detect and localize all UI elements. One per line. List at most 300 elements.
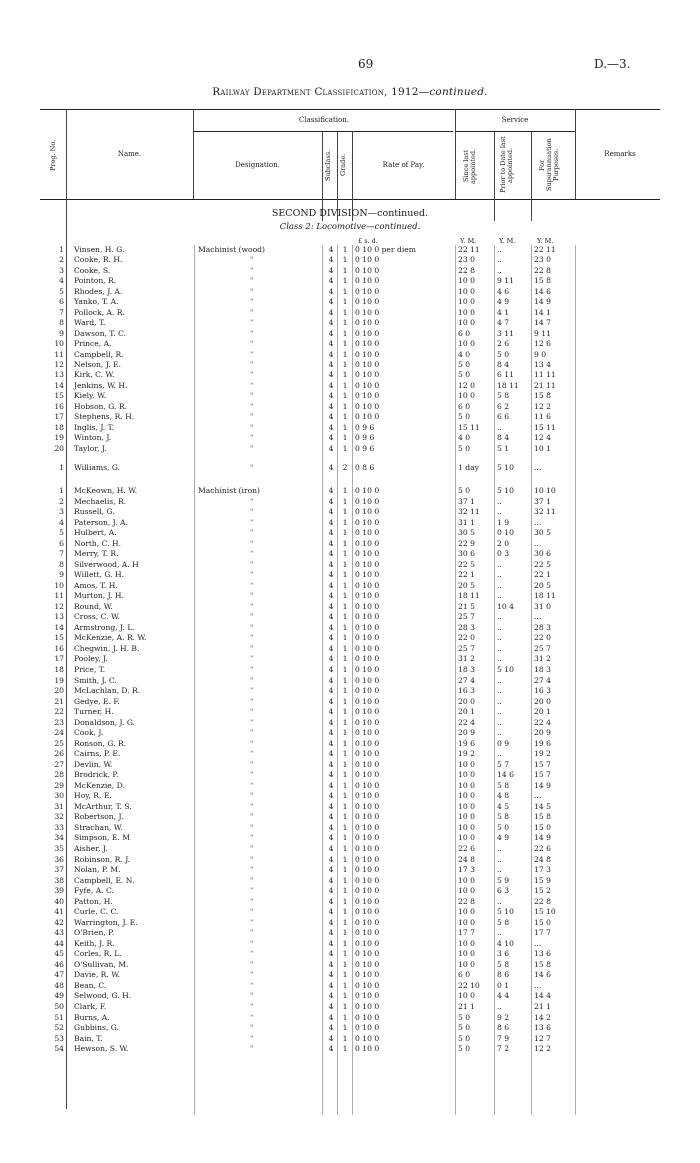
page-reference: D.—3. [594, 57, 631, 71]
table-row [0, 876, 700, 887]
cell-subclass: 4 [328, 339, 334, 349]
cell-grade: 1 [342, 422, 348, 432]
cell-prog-no: 40 [54, 896, 64, 906]
cell-name: Russell, G. [74, 507, 115, 517]
table-row [0, 760, 700, 771]
cell-rate-of-pay: 0 10 0 [355, 528, 380, 538]
cell-name: Clark, F. [74, 1001, 107, 1011]
cell-since-last: 10 0 [458, 297, 475, 307]
cell-superannuation: 14 9 [534, 780, 551, 790]
cell-rate-of-pay: 0 10 0 [355, 1033, 380, 1043]
cell-name: Yanko, T. A. [74, 297, 119, 307]
cell-prog-no: 11 [54, 349, 64, 359]
cell-name: Hewson, S. W. [74, 1044, 129, 1054]
cell-name: Curle, C. C. [74, 907, 119, 917]
table-row [0, 1013, 700, 1024]
cell-since-last: 4 0 [458, 433, 471, 443]
cell-since-last: 10 0 [458, 959, 475, 969]
cell-grade: 1 [342, 1044, 348, 1054]
cell-name: Devlin, W. [74, 759, 113, 769]
cell-grade: 1 [342, 896, 348, 906]
cell-since-last: 22 5 [458, 559, 475, 569]
cell-grade: 1 [342, 928, 348, 938]
cell-prior-to-date: .. [497, 633, 502, 643]
cell-prior-to-date: 0 10 [497, 528, 514, 538]
cell-rate-of-pay: 0 10 0 [355, 486, 380, 495]
table-row [0, 707, 700, 718]
cell-since-last: 31 1 [458, 517, 475, 527]
table-row [0, 318, 700, 329]
cell-prior-to-date: 9 2 [497, 1012, 510, 1022]
cell-prog-no: 49 [54, 991, 64, 1001]
cell-prog-no: 52 [54, 1023, 64, 1033]
cell-superannuation: 24 8 [534, 854, 551, 864]
cell-name: Stephens, R. H. [74, 412, 135, 422]
table-row [0, 939, 700, 950]
cell-rate-of-pay: 0 10 0 [355, 401, 380, 411]
cell-grade: 1 [342, 580, 348, 590]
table-row [0, 928, 700, 939]
cell-subclass: 4 [328, 728, 334, 738]
cell-subclass: 4 [328, 949, 334, 959]
table-row [0, 370, 700, 381]
cell-prog-no: 12 [54, 359, 64, 369]
cell-since-last: 5 0 [458, 443, 471, 453]
cell-superannuation: 18 3 [534, 665, 551, 674]
table-row [0, 1002, 700, 1013]
cell-since-last: 5 0 [458, 412, 471, 422]
cell-rate-of-pay: 0 10 0 [355, 780, 380, 790]
table-row [0, 245, 700, 256]
cell-grade: 1 [342, 770, 348, 780]
table-row [0, 823, 700, 834]
cell-grade: 1 [342, 486, 348, 495]
cell-prog-no: 45 [54, 949, 64, 959]
cell-designation: " [250, 1023, 254, 1033]
cell-prior-to-date: 4 9 [497, 297, 510, 307]
prior-units: Y. M. [499, 237, 516, 245]
cell-grade: 1 [342, 570, 348, 580]
cell-prior-to-date: .. [497, 580, 502, 590]
cell-grade: 1 [342, 865, 348, 875]
cell-subclass: 4 [328, 907, 334, 917]
cell-prog-no: 16 [54, 401, 64, 411]
cell-prior-to-date: .. [497, 728, 502, 738]
cell-subclass: 4 [328, 370, 334, 380]
cell-name: Cooke, S. [74, 265, 111, 275]
cell-rate-of-pay: 0 9 6 [355, 422, 375, 432]
cell-name: Gubbins, G. [74, 1023, 119, 1033]
cell-rate-of-pay: 0 10 0 [355, 791, 380, 801]
col-grade: Grade. [339, 153, 347, 177]
cell-subclass: 4 [328, 643, 334, 653]
cell-prior-to-date: .. [497, 591, 502, 601]
cell-name: Pointon, R. [74, 276, 117, 286]
cell-prior-to-date: 5 10 [497, 665, 514, 674]
cell-rate-of-pay: 0 10 0 [355, 728, 380, 738]
cell-since-last: 17 7 [458, 928, 475, 938]
cell-subclass: 4 [328, 959, 334, 969]
cell-prior-to-date: .. [497, 844, 502, 854]
cell-prior-to-date: 0 1 [497, 980, 510, 990]
cell-prior-to-date: 8 6 [497, 970, 510, 980]
cell-name: Campbell, R. [74, 349, 124, 359]
cell-grade: 1 [342, 854, 348, 864]
cell-grade: 1 [342, 822, 348, 832]
cell-prog-no: 19 [54, 433, 64, 443]
cell-grade: 1 [342, 276, 348, 286]
cell-since-last: 32 11 [458, 507, 480, 517]
cell-designation: " [250, 812, 254, 822]
cell-prior-to-date: .. [497, 896, 502, 906]
cell-subclass: 4 [328, 412, 334, 422]
cell-name: Turner, H. [74, 707, 114, 717]
cell-subclass: 4 [328, 991, 334, 1001]
cell-grade: 1 [342, 686, 348, 696]
col-designation: Designation. [235, 161, 280, 169]
cell-since-last: 20 1 [458, 707, 475, 717]
cell-grade: 1 [342, 791, 348, 801]
cell-since-last: 10 0 [458, 276, 475, 286]
cell-grade: 1 [342, 1033, 348, 1043]
cell-name: Rhodes, J. A. [74, 286, 123, 296]
cell-rate-of-pay: 0 10 0 [355, 601, 380, 611]
cell-designation: " [250, 686, 254, 696]
cell-prog-no: 35 [54, 844, 64, 854]
cell-rate-of-pay: 0 10 0 [355, 265, 380, 275]
cell-designation: " [250, 696, 254, 706]
cell-rate-of-pay: 0 10 0 [355, 949, 380, 959]
cell-subclass: 4 [328, 896, 334, 906]
cell-prog-no: 51 [54, 1012, 64, 1022]
cell-rate-of-pay: 0 10 0 [355, 991, 380, 1001]
cell-rate-of-pay: 0 10 0 [355, 717, 380, 727]
table-row [0, 255, 700, 266]
cell-rate-of-pay: 0 10 0 [355, 970, 380, 980]
table-row [0, 907, 700, 918]
cell-designation: " [250, 538, 254, 548]
cell-designation: " [250, 307, 254, 317]
cell-prog-no: 17 [54, 654, 64, 664]
cell-since-last: 6 0 [458, 970, 471, 980]
cell-grade: 1 [342, 696, 348, 706]
cell-rate-of-pay: 0 10 0 [355, 665, 380, 674]
col-rate: Rate of Pay. [382, 161, 425, 169]
table-row [0, 287, 700, 298]
cell-superannuation: 22 0 [534, 633, 551, 643]
table-row [0, 308, 700, 319]
cell-prior-to-date: .. [497, 245, 502, 254]
cell-subclass: 4 [328, 580, 334, 590]
cell-name: Paterson, J. A. [74, 517, 128, 527]
cell-prior-to-date: 4 7 [497, 318, 510, 328]
table-row [0, 381, 700, 392]
cell-superannuation: 14 7 [534, 318, 551, 328]
cell-name: Armstrong, J. L. [74, 622, 135, 632]
cell-superannuation: 22 5 [534, 559, 551, 569]
cell-rate-of-pay: 0 10 0 [355, 580, 380, 590]
cell-since-last: 12 0 [458, 380, 475, 390]
cell-subclass: 4 [328, 780, 334, 790]
cell-grade: 1 [342, 286, 348, 296]
cell-designation: " [250, 917, 254, 927]
cell-name: McKenzie, D. [74, 780, 125, 790]
cell-since-last: 4 0 [458, 349, 471, 359]
table-row [0, 623, 700, 634]
cell-prog-no: 20 [54, 443, 64, 453]
cell-prog-no: 16 [54, 643, 64, 653]
cell-designation: " [250, 591, 254, 601]
cell-rate-of-pay: 0 9 6 [355, 433, 375, 443]
cell-subclass: 4 [328, 654, 334, 664]
cell-rate-of-pay: 0 10 0 [355, 833, 380, 843]
cell-name: Amos, T. H. [74, 580, 118, 590]
cell-designation: " [250, 601, 254, 611]
money-units: £ s. d. [358, 237, 378, 245]
cell-subclass: 4 [328, 707, 334, 717]
cell-prior-to-date: .. [497, 686, 502, 696]
table-row [0, 570, 700, 581]
cell-superannuation: 15 8 [534, 391, 551, 401]
cell-rate-of-pay: 0 10 0 [355, 591, 380, 601]
cell-prior-to-date: 5 8 [497, 391, 510, 401]
table-row [0, 749, 700, 760]
cell-designation: " [250, 286, 254, 296]
cell-grade: 1 [342, 339, 348, 349]
cell-since-last: 10 0 [458, 938, 475, 948]
cell-designation: " [250, 370, 254, 380]
cell-rate-of-pay: 0 10 0 [355, 286, 380, 296]
cell-grade: 1 [342, 749, 348, 759]
cell-prog-no: 32 [54, 812, 64, 822]
cell-subclass: 4 [328, 328, 334, 338]
cell-name: Cairns, P. E. [74, 749, 121, 759]
cell-prior-to-date: .. [497, 643, 502, 653]
cell-prog-no: 15 [54, 391, 64, 401]
cell-prior-to-date: .. [497, 422, 502, 432]
cell-name: Willett, G. H. [74, 570, 125, 580]
cell-prog-no: 8 [59, 318, 64, 328]
cell-since-last: 10 0 [458, 286, 475, 296]
cell-subclass: 4 [328, 349, 334, 359]
section-title: SECOND DIVISION—continued. [271, 208, 429, 219]
cell-prior-to-date: .. [497, 865, 502, 875]
cell-grade: 1 [342, 1023, 348, 1033]
cell-grade: 1 [342, 759, 348, 769]
cell-since-last: 23 0 [458, 255, 475, 265]
cell-designation: " [250, 728, 254, 738]
cell-designation: " [250, 528, 254, 538]
cell-name: Kirk, C. W. [74, 370, 115, 380]
cell-designation: " [250, 1001, 254, 1011]
cell-prior-to-date: 6 2 [497, 401, 510, 411]
cell-name: Inglis, J. T. [74, 422, 114, 432]
table-row [0, 897, 700, 908]
since-units: Y. M. [460, 237, 477, 245]
table-row [0, 423, 700, 434]
cell-rate-of-pay: 0 10 0 [355, 412, 380, 422]
cell-prog-no: 3 [59, 507, 64, 517]
col-service: Service [501, 116, 529, 124]
cell-since-last: 22 1 [458, 570, 475, 580]
cell-grade: 1 [342, 717, 348, 727]
cell-prior-to-date: .. [497, 507, 502, 517]
cell-prog-no: 23 [54, 717, 64, 727]
table-row [0, 329, 700, 340]
cell-subclass: 4 [328, 696, 334, 706]
cell-grade: 1 [342, 559, 348, 569]
cell-name: O'Sullivan, M. [74, 959, 129, 969]
cell-superannuation: 22 6 [534, 844, 551, 854]
cell-rate-of-pay: 0 10 0 per diem [355, 245, 416, 254]
cell-designation: " [250, 580, 254, 590]
cell-subclass: 4 [328, 928, 334, 938]
cell-prog-no: 13 [54, 612, 64, 622]
cell-grade: 1 [342, 1012, 348, 1022]
cell-since-last: 10 0 [458, 875, 475, 885]
table-row [0, 276, 700, 287]
cell-rate-of-pay: 0 10 0 [355, 801, 380, 811]
cell-superannuation: 22 4 [534, 717, 551, 727]
cell-name: Hulbert, A. [74, 528, 117, 538]
cell-designation: Machinist (iron) [198, 486, 261, 495]
cell-name: Pooley, J. [74, 654, 108, 664]
cell-prior-to-date: .. [497, 675, 502, 685]
cell-name: Kiely, W. [74, 391, 107, 401]
cell-name: McKeown, H. W. [74, 486, 138, 495]
cell-subclass: 4 [328, 875, 334, 885]
cell-since-last: 22 10 [458, 980, 480, 990]
cell-prior-to-date: 4 10 [497, 938, 514, 948]
cell-superannuation: ... [534, 980, 542, 990]
cell-name: Murton, J. H. [74, 591, 124, 601]
cell-subclass: 4 [328, 844, 334, 854]
cell-since-last: 30 6 [458, 549, 475, 559]
cell-subclass: 4 [328, 286, 334, 296]
cell-subclass: 4 [328, 1033, 334, 1043]
cell-since-last: 22 9 [458, 538, 475, 548]
cell-superannuation: 37 1 [534, 496, 551, 506]
table-row [0, 802, 700, 813]
cell-superannuation: ... [534, 538, 542, 548]
cell-name: Jenkins, W. H. [74, 380, 128, 390]
cell-since-last: 6 0 [458, 401, 471, 411]
col-subclass: Subclass. [324, 149, 332, 181]
cell-superannuation: 31 2 [534, 654, 551, 664]
cell-superannuation: 31 0 [534, 601, 551, 611]
cell-since-last: 20 5 [458, 580, 475, 590]
cell-grade: 1 [342, 801, 348, 811]
cell-prog-no: 41 [54, 907, 64, 917]
cell-rate-of-pay: 0 10 0 [355, 1023, 380, 1033]
cell-prog-no: 8 [59, 559, 64, 569]
table-row [0, 686, 700, 697]
cell-prog-no: 46 [54, 959, 64, 969]
cell-superannuation: 17 3 [534, 865, 551, 875]
cell-designation: " [250, 875, 254, 885]
cell-subclass: 4 [328, 970, 334, 980]
cell-name: Robertson, J. [74, 812, 124, 822]
cell-rate-of-pay: 0 10 0 [355, 380, 380, 390]
cell-superannuation: 20 5 [534, 580, 551, 590]
cell-prog-no: 1 [59, 245, 64, 254]
cell-name: Robinson, R. J. [74, 854, 131, 864]
cell-prog-no: 36 [54, 854, 64, 864]
cell-designation: " [250, 297, 254, 307]
cell-designation: " [250, 854, 254, 864]
cell-subclass: 4 [328, 380, 334, 390]
cell-prior-to-date: 5 0 [497, 349, 510, 359]
table-row [0, 507, 700, 518]
table-row [0, 1044, 700, 1055]
cell-superannuation: 15 8 [534, 276, 551, 286]
cell-prior-to-date: 5 0 [497, 822, 510, 832]
cell-rate-of-pay: 0 10 0 [355, 339, 380, 349]
cell-since-last: 5 0 [458, 1012, 471, 1022]
cell-rate-of-pay: 0 10 0 [355, 328, 380, 338]
cell-subclass: 4 [328, 938, 334, 948]
cell-subclass: 4 [328, 496, 334, 506]
cell-rate-of-pay: 0 8 6 [355, 463, 375, 472]
cell-subclass: 4 [328, 265, 334, 275]
cell-grade: 1 [342, 980, 348, 990]
table-row [0, 444, 700, 455]
table-row [0, 497, 700, 508]
cell-prior-to-date: 5 10 [497, 907, 514, 917]
class-line: Class 2: Locomotive—continued. [279, 222, 421, 232]
table-row [0, 718, 700, 729]
cell-subclass: 4 [328, 865, 334, 875]
cell-prog-no: 17 [54, 412, 64, 422]
cell-designation: " [250, 255, 254, 265]
cell-superannuation: 11 11 [534, 370, 556, 380]
cell-prior-to-date: .. [497, 612, 502, 622]
cell-since-last: 10 0 [458, 917, 475, 927]
cell-subclass: 4 [328, 422, 334, 432]
cell-prog-no: 37 [54, 865, 64, 875]
cell-prog-no: 18 [54, 665, 64, 674]
table-row [0, 350, 700, 361]
cell-prog-no: 11 [54, 591, 64, 601]
cell-superannuation: 15 11 [534, 422, 556, 432]
cell-designation: " [250, 633, 254, 643]
cell-rate-of-pay: 0 10 0 [355, 980, 380, 990]
cell-prog-no: 21 [54, 696, 64, 706]
cell-grade: 1 [342, 538, 348, 548]
cell-prior-to-date: 5 8 [497, 812, 510, 822]
cell-prog-no: 5 [59, 286, 64, 296]
table-row [0, 591, 700, 602]
cell-name: Nelson, J. E. [74, 359, 121, 369]
cell-designation: " [250, 318, 254, 328]
table-row [0, 602, 700, 613]
cell-rate-of-pay: 0 10 0 [355, 1012, 380, 1022]
cell-since-last: 5 0 [458, 486, 471, 495]
cell-rate-of-pay: 0 10 0 [355, 844, 380, 854]
cell-prog-no: 1 [59, 486, 64, 495]
cell-grade: 1 [342, 728, 348, 738]
cell-name: Merry, T. R. [74, 549, 119, 559]
cell-superannuation: 20 9 [534, 728, 551, 738]
service-rule [455, 131, 575, 132]
cell-name: Bean, C. [74, 980, 107, 990]
cell-prior-to-date: .. [497, 265, 502, 275]
cell-name: Hoy, R. E. [74, 791, 112, 801]
cell-subclass: 4 [328, 822, 334, 832]
cell-prog-no: 44 [54, 938, 64, 948]
cell-since-last: 10 0 [458, 759, 475, 769]
cell-rate-of-pay: 0 10 0 [355, 538, 380, 548]
